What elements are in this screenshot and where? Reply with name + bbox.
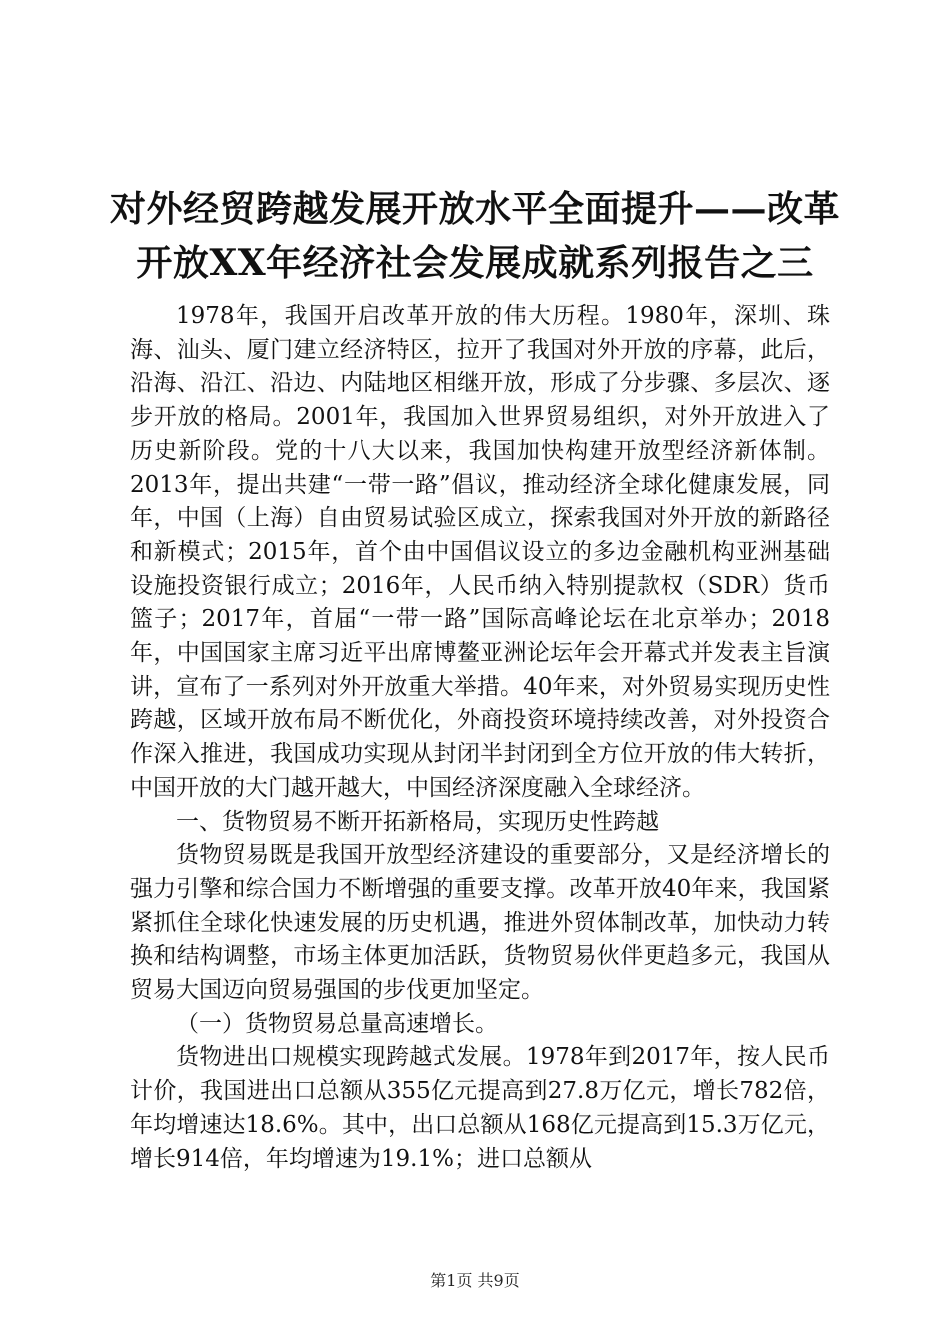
document-title-line-2: 开放XX年经济社会发展成就系列报告之三 <box>136 242 814 284</box>
section-paragraph: 货物贸易既是我国开放型经济建设的重要部分，又是经济增长的强力引擎和综合国力不断增强的重要支撑。改革开放40年来，我国紧紧抓住全球化快速发展的历史机遇，推进外贸体制改革，加快动力转换和结构调整，市场主体更加活跃，货物贸易伙伴更趋多元，我国从贸易大国迈向贸易强国的步伐更加坚定。 <box>130 842 830 1004</box>
section-heading-1: 一、货物贸易不断开拓新格局，实现历史性跨越 <box>176 808 659 835</box>
intro-paragraph: 1978年，我国开启改革开放的伟大历程。1980年，深圳、珠海、汕头、厦门建立经济特区，拉开了我国对外开放的序幕，此后，沿海、沿江、沿边、内陆地区相继开放，形成了分步骤、多层次、逐步开放的格局。2001年，我国加入世界贸易组织，对外开放进入了历史新阶段。党的十八大以来，我国加快构建开放型经济新体制。2013年，提出共建“一带一路”倡议，推动经济全球化健康发展，同年，中国（上海）自由贸易试验区成立，探索我国对外开放的新路径和新模式；2015年，首个由中国倡议设立的多边金融机构亚洲基础设施投资银行成立；2016年，人民币纳入特别提款权（SDR）货币篮子；2017年，首届“一带一路”国际高峰论坛在北京举办；2018年，中国国家主席习近平出席博鳌亚洲论坛年会开幕式并发表主旨演讲，宣布了一系列对外开放重大举措。40年来，对外贸易实现历史性跨越，区域开放布局不断优化，外商投资环境持续改善，对外投资合作深入推进，我国成功实现从封闭半封闭到全方位开放的伟大转折，中国开放的大门越开越大，中国经济深度融入全球经济。 <box>130 303 830 801</box>
subsection-heading-1: （一）货物贸易总量高速增长。 <box>176 1010 498 1037</box>
document-title-line-1: 对外经贸跨越发展开放水平全面提升——改革 <box>110 188 841 230</box>
subsection-paragraph: 货物进出口规模实现跨越式发展。1978年到2017年，按人民币计价，我国进出口总额从355亿元提高到27.8万亿元，增长782倍，年均增速达18.6%。其中，出口总额从168亿元提高到15.3万亿元，增长914倍，年均增速为19.1%；进口总额从 <box>130 1044 830 1172</box>
document-body <box>130 300 830 1176</box>
page-number-footer: 第1页 共9页 <box>430 1271 520 1290</box>
